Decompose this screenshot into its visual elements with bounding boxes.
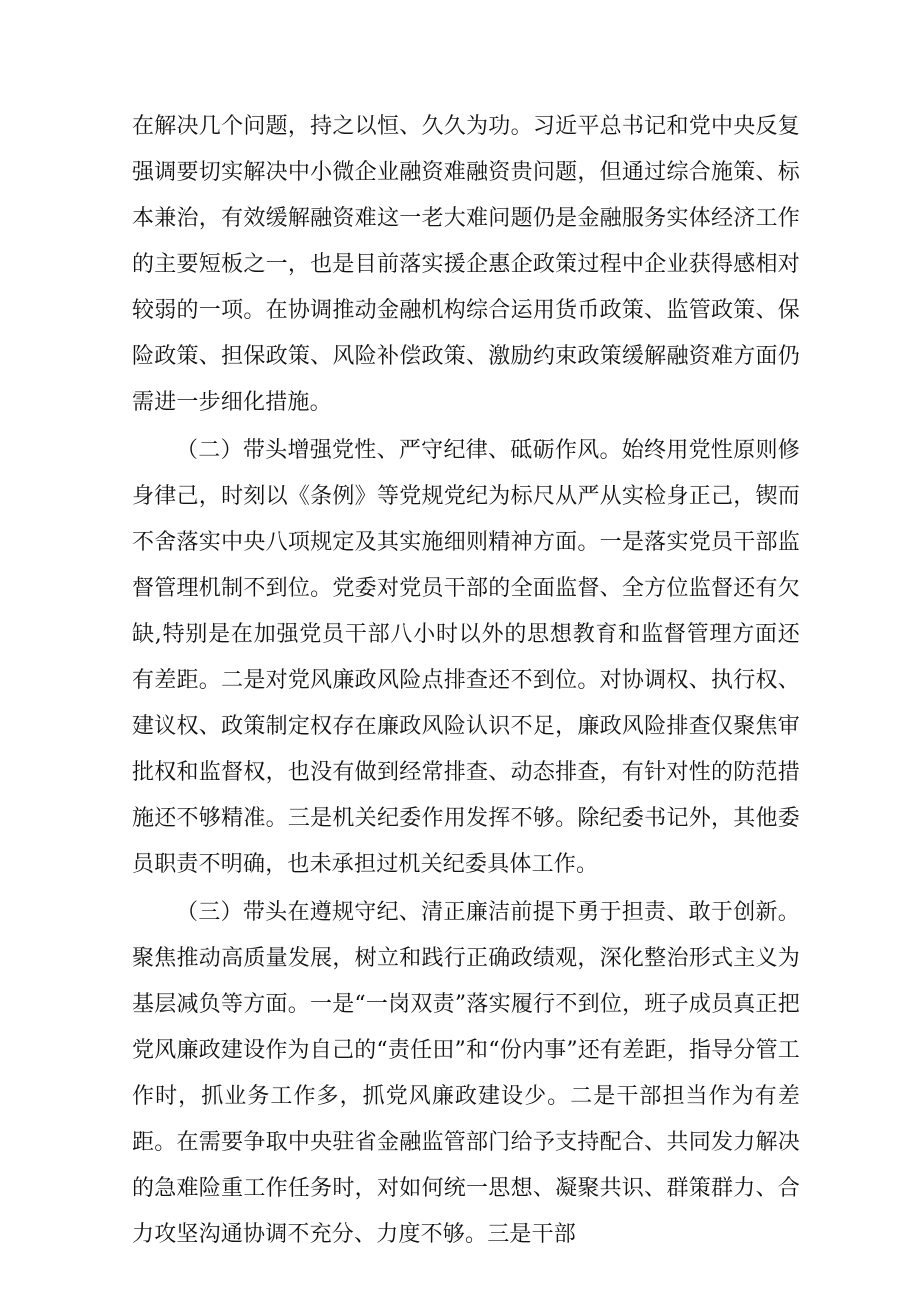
document-body (132, 104, 800, 1258)
paragraph-section-three: （三）带头在遵规守纪、清正廉洁前提下勇于担责、敢于创新。聚焦推动高质量发展，树立和践行正确政绩观，深化整治形式主义为基层减负等方面。一是“一岗双责”落实履行不到位，班子成员真正把党风廉政建设作为自己的“责任田”和“份内事”还有差距，指导分管工作时，抓业务工作多，抓党风廉政建设少。二是干部担当作为有差距。在需要争取中央驻省金融监管部门给予支持配合、共同发力解决的急难险重工作任务时，对如何统一思想、凝聚共识、群策群力、合力攻坚沟通协调不充分、力度不够。三是干部 (132, 900, 800, 1247)
paragraph-continuation: 在解决几个问题，持之以恒、久久为功。习近平总书记和党中央反复强调要切实解决中小微企业融资难融资贵问题，但通过综合施策、标本兼治，有效缓解融资难这一老大难问题仍是金融服务实体经济工作的主要短板之一，也是目前落实援企惠企政策过程中企业获得感相对较弱的一项。在协调推动金融机构综合运用货币政策、监管政策、保险政策、担保政策、风险补偿政策、激励约束政策缓解融资难方面仍需进一步细化措施。 (132, 114, 800, 415)
paragraph-section-two: （二）带头增强党性、严守纪律、砥砺作风。始终用党性原则修身律己，时刻以《条例》等党规党纪为标尺从严从实检身正己，锲而不舍落实中央八项规定及其实施细则精神方面。一是落实党员干部监督管理机制不到位。党委对党员干部的全面监督、全方位监督还有欠缺,特别是在加强党员干部八小时以外的思想教育和监督管理方面还有差距。二是对党风廉政风险点排查还不到位。对协调权、执行权、建议权、政策制定权存在廉政风险认识不足，廉政风险排查仅聚焦审批权和监督权，也没有做到经常排查、动态排查，有针对性的防范措施还不够精准。三是机关纪委作用发挥不够。除纪委书记外，其他委员职责不明确，也未承担过机关纪委具体工作。 (132, 438, 800, 877)
